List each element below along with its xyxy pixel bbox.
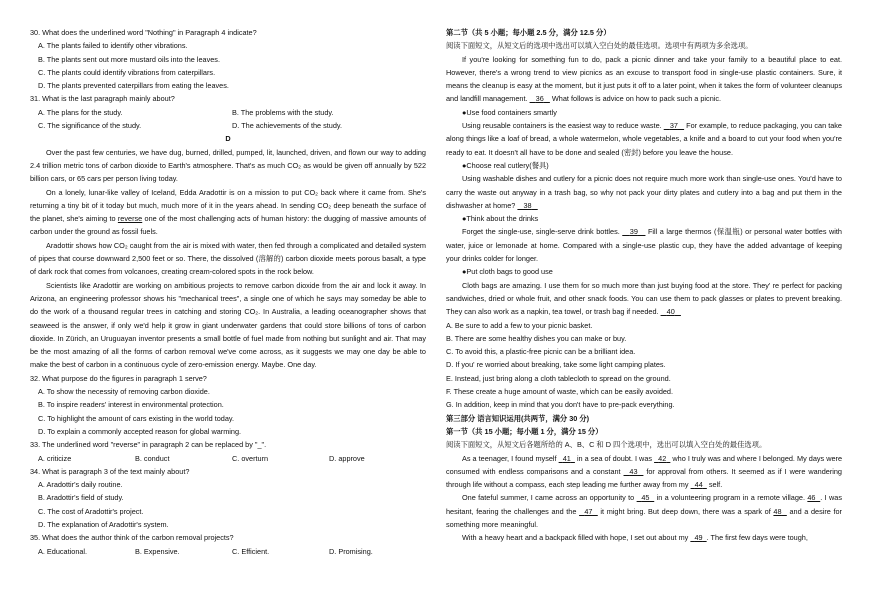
- paragraph: Over the past few centuries, we have dug, burned, drilled, pumped, lit, launched, driven, and flown our way to adding 2.4 trillion metric tons of carbon dioxide to Earth's atmosphere. That's as much CO₂ as would be given off annually by 522 billion cars, or 65 cars per person living today.: [30, 147, 426, 184]
- option: G. In addition, keep in mind that you don't have to pre-pack everything.: [446, 400, 675, 410]
- question-30: 30. What does the underlined word "Nothing" in Paragraph 4 indicate?: [30, 28, 257, 37]
- paragraph: [30, 186, 426, 239]
- option: A. Aradottir's daily routine.: [38, 480, 123, 490]
- section-title: 第二节（共 5 小题；每小题 2.5 分，满分 12.5 分）: [446, 28, 611, 37]
- blank-40: [661, 307, 681, 316]
- text: one of the most challenging acts of human history: the dugging of massive amounts of carbon under the ground as fossil fuels.: [30, 214, 426, 237]
- blank-42: [654, 454, 670, 463]
- right-column: [446, 26, 842, 545]
- paragraph: [446, 172, 842, 212]
- blank-44: [691, 480, 707, 489]
- option: D. If you' re worried about breaking, take some light camping plates.: [446, 360, 666, 370]
- question-34: 34. What is paragraph 3 of the text mainly about?: [30, 466, 190, 476]
- option: D. The explanation of Aradottir's system.: [38, 519, 169, 529]
- instructions: 阅读下面短文，从短文后各题所给的 A、B、C 和 D 四个选项中，选出可以填入空白处的最佳选项。: [446, 440, 767, 450]
- text: in a volunteering program in a remote village.: [656, 493, 805, 503]
- text: Forget the single-use, single-serve drink bottles.: [462, 227, 620, 237]
- text: and a desire for something more meaningful.: [446, 506, 842, 529]
- text: self.: [708, 480, 723, 490]
- option: B. The plants sent out more mustard oils into the leaves.: [38, 54, 220, 64]
- option: D. approve: [329, 453, 365, 463]
- paragraph: [446, 452, 842, 492]
- paragraph: Aradottir shows how CO₂ caught from the air is mixed with water, then fed through a complicated and detailed system of pipes that course downward 2,500 feet or so. There, the dissolved (溶解的) carbon dioxide meets porous basalt, a type of dark rock that comes from volcanoes, creating cream-colored spots in the rock below.: [30, 240, 426, 277]
- option: D. To explain a commonly accepted reason for global warming.: [38, 426, 242, 436]
- subheading: ●Choose real cutlery(餐具): [462, 160, 549, 170]
- option: C. The significance of the study.: [38, 121, 142, 131]
- blank-number: 46: [807, 493, 816, 503]
- blank-number: 47: [584, 506, 593, 516]
- blank-45: [637, 493, 655, 502]
- option: C. To avoid this, a plastic-free picnic can be a brilliant idea.: [446, 347, 636, 357]
- section-title: 第一节（共 15 小题；每小题 1 分，满分 15 分）: [446, 426, 603, 436]
- option: A. The plants failed to identify other vibrations.: [38, 41, 188, 51]
- text: On a lonely, lunar-like valley of Iceland, Edda Aradottir is on a mission to put CO₂ back where it came from. She's returning a tiny bit of it today but much, much more of it in the years ahead. In sending CO₂ deep beneath the surface of the planet, she's aiming to: [30, 187, 426, 224]
- question-32: 32. What purpose do the figures in paragraph 1 serve?: [30, 373, 207, 383]
- option: C. The plants could identify vibrations from caterpillars.: [38, 67, 216, 77]
- blank-number: 48: [773, 506, 782, 516]
- text: For example, to reduce packaging, you can take along things like a loaf of bread, a whole watermelon, whole vegetables, a knife and a board to cut your food when you're ready to eat. It doesn't all have to be done and sealed (密封) before you leave the house.: [446, 121, 842, 157]
- blank-number: 41: [562, 453, 571, 463]
- paragraph: [446, 225, 842, 265]
- subheading: ●Use food containers smartly: [462, 107, 557, 117]
- blank-number: 42: [658, 453, 667, 463]
- text: it might bring. But deep down, there was a spark of: [600, 506, 771, 516]
- left-column: [30, 26, 426, 558]
- option: A. Be sure to add a few to your picnic basket.: [446, 320, 593, 330]
- option: B. There are some healthy dishes you can make or buy.: [446, 333, 627, 343]
- blank-number: 45: [641, 493, 650, 503]
- blank-number: 36: [535, 94, 544, 104]
- subheading: ●Think about the drinks: [462, 214, 539, 224]
- options-row: [30, 452, 426, 465]
- option: C. Efficient.: [232, 546, 270, 556]
- option: C. overturn: [232, 453, 269, 463]
- underlined-word: reverse: [117, 214, 143, 224]
- paragraph: [446, 53, 842, 106]
- question-33: 33. The underlined word "reverse" in paragraph 2 can be replaced by "_".: [30, 440, 267, 450]
- blank-number: 49: [694, 533, 703, 543]
- options-row: [30, 119, 426, 132]
- text: Using reusable containers is the easiest way to reduce waste.: [462, 121, 662, 131]
- blank-number: 44: [694, 480, 703, 490]
- option: A. criticize: [38, 453, 72, 463]
- options-row: [30, 106, 426, 119]
- paragraph: [446, 491, 842, 531]
- blank-36: [530, 94, 550, 103]
- option: A. The plans for the study.: [38, 107, 123, 117]
- text: If you're looking for something fun to do, pack a picnic dinner and take your family to a beautiful place to eat. However, there's a wrong trend to view picnics as an excuse to transport food in single-use plastic containers. Sure, it means the cleanup is easy at the moment, but it just puts it off to a later point, when it takes the form of volunteer cleanups and landfill management.: [446, 54, 842, 104]
- paragraph: [446, 119, 842, 159]
- blank-number: 40: [666, 307, 675, 317]
- blank-41: [559, 454, 575, 463]
- option: B. The problems with the study.: [232, 107, 334, 117]
- text: Fill a large thermos (保温瓶) or personal water bottles with water, juice or lemonade at home. Compared with a single-use plastic cup, they have the added advantage of keeping your drinks colder for longer.: [446, 227, 842, 264]
- blank-number: 38: [523, 200, 532, 210]
- text: in a sea of doubt. I was: [576, 453, 653, 463]
- option: B. Aradottir's field of study.: [38, 493, 124, 503]
- option: B. To inspire readers' interest in environmental protection.: [38, 400, 224, 410]
- text: . The first few days were tough,: [706, 533, 808, 543]
- option: F. These create a huge amount of waste, which can be easily avoided.: [446, 387, 674, 397]
- option: D. Promising.: [329, 546, 373, 556]
- text: One fateful summer, I came across an opportunity to: [462, 493, 635, 503]
- text: . I was hesitant, fearing the challenges and the: [446, 493, 842, 516]
- blank-48: [773, 507, 786, 516]
- blank-38: [517, 201, 537, 210]
- option: A. To show the necessity of removing carbon dioxide.: [38, 387, 210, 397]
- text: Using washable dishes and cutlery for a picnic does not require much more work than single-use ones. You'd have to carry the waste out anyway in a trash bag, so why not pack your dirty plates and cutlery into a bag and put them in the dishwasher at home?: [446, 174, 842, 210]
- paragraph: [446, 279, 842, 319]
- blank-43: [624, 467, 644, 476]
- option: D. The achievements of the study.: [232, 121, 343, 131]
- option: B. Expensive.: [135, 546, 180, 556]
- paragraph: [446, 531, 842, 544]
- blank-49: [690, 533, 706, 542]
- subheading: ●Put cloth bags to good use: [462, 267, 553, 277]
- blank-number: 37: [669, 121, 678, 131]
- text: With a heavy heart and a backpack filled with hope, I set out about my: [462, 533, 689, 543]
- option: A. Educational.: [38, 546, 88, 556]
- option: E. Instead, just bring along a cloth tablecloth to spread on the ground.: [446, 373, 671, 383]
- text: who I truly was and where I belonged. My days were consumed with endless comparisons and a constant: [446, 453, 843, 476]
- blank-39: [622, 227, 645, 236]
- blank-46: [807, 493, 820, 502]
- text: for approval from others. It seemed as if I were wandering through life without a compass, each step leading me further away from my: [446, 466, 842, 490]
- question-35: 35. What does the author think of the carbon removal projects?: [30, 533, 234, 543]
- text: As a teenager, I found myself: [462, 453, 557, 463]
- text: What follows is advice on how to pack such a picnic.: [551, 94, 722, 104]
- section-d-heading: D: [225, 134, 231, 144]
- paragraph: Scientists like Aradottir are working on ambitious projects to remove carbon dioxide from the air and lock it away. In Arizona, an engineering professor shows his "mechanical trees", a single one of which he says may someday be able to do the work of a thousand regular trees in catching and storing CO₂. In Australia, a leading oceanographer shows that seaweed is the answer, if only we'd help it grow in giant underwater gardens that could store billions of tons of carbon dioxide. In Zürich, an Uruguayan inventor presents a small bottle of fuel made from nothing but sunlight and air. That may be the most amazing of all the forms of carbon removal we've come across, as it suggests we may one day be able to make the best of carbon in a continuous cycle of zero-emission energy. Maybe. One day.: [30, 280, 426, 370]
- instructions: 阅读下面短文，从短文后的选项中选出可以填入空白处的最佳选项。选项中有两项为多余选项。: [446, 41, 753, 51]
- text: Cloth bags are amazing. I use them for so much more than just buying food at the store. They' re perfect for packing sandwiches, dried or whole fruit, and other snack foods. You can use them to pack glasses or plates to prevent breaking. They can also work as a napkin, tea towel, or trash bag if needed.: [446, 280, 842, 317]
- option: B. conduct: [135, 453, 170, 463]
- options-row: [30, 545, 426, 558]
- option: D. The plants prevented caterpillars from eating the leaves.: [38, 81, 229, 91]
- part-title: 第三部分 语言知识运用(共两节，满分 30 分): [446, 413, 590, 423]
- question-31: 31. What is the last paragraph mainly about?: [30, 94, 175, 104]
- blank-number: 39: [629, 227, 638, 237]
- blank-37: [664, 121, 684, 130]
- blank-47: [579, 507, 598, 516]
- option: C. The cost of Aradottir's project.: [38, 506, 144, 516]
- blank-number: 43: [629, 466, 638, 476]
- option: C. To highlight the amount of cars existing in the world today.: [38, 413, 235, 423]
